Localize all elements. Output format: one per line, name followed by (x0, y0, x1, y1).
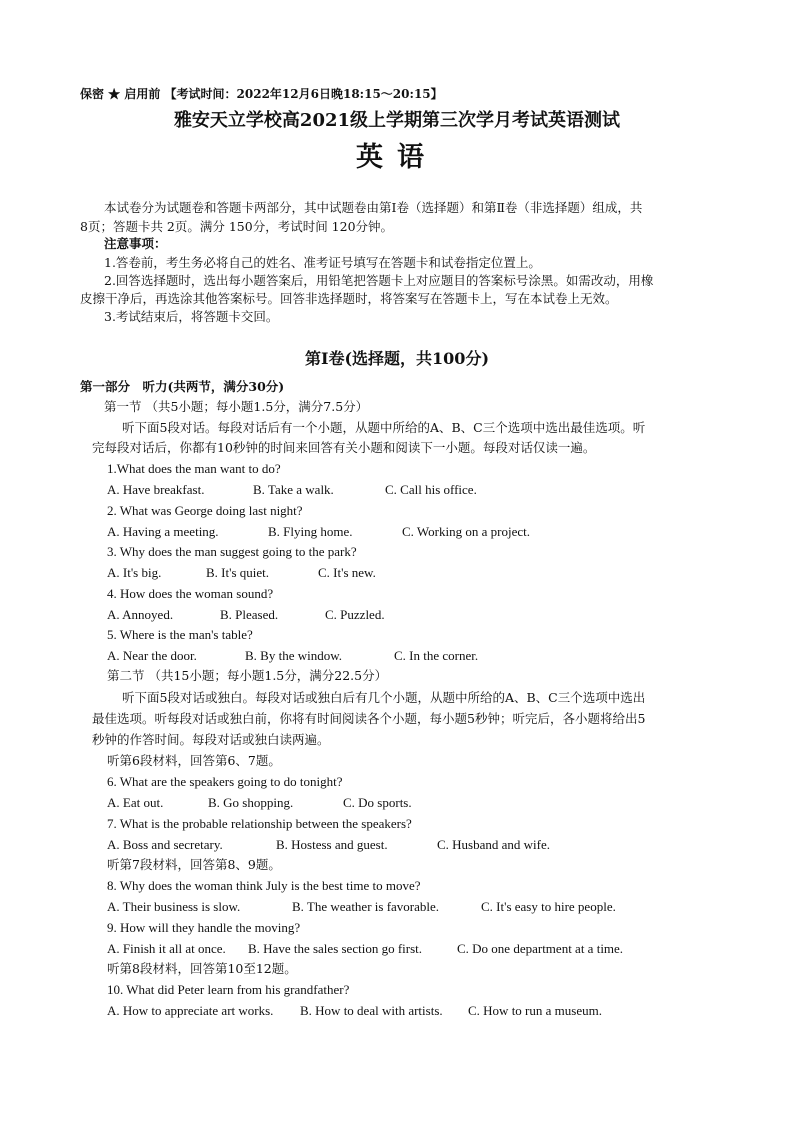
q7-option-c: C. Husband and wife. (437, 837, 551, 852)
q8-option-a: A. Their business is slow. (107, 899, 241, 914)
material-7-note: 听第7段材料，回答第8、9题。 (107, 857, 281, 872)
intro-line-2: 8页；答题卡共 2页。满分 150分，考试时间 120分钟。 (80, 219, 394, 234)
section-2-instruction-1: 听下面5段对话或独白。每段对话或独白后有几个小题，从题中所给的A、B、C三个选项中选出 (122, 690, 646, 705)
q5-option-a: A. Near the door. (107, 648, 197, 663)
notice-2b: 皮擦干净后，再选涂其他答案标号。回答非选择题时，将答案写在答题卡上，写在本试卷上无效。 (80, 291, 618, 306)
q3-option-c: C. It's new. (318, 565, 376, 580)
q10-option-b: B. How to deal with artists. (300, 1003, 443, 1018)
material-8-note: 听第8段材料，回答第10至12题。 (107, 961, 297, 976)
q4-option-a: A. Annoyed. (107, 607, 174, 622)
section-1-instruction-2: 完每段对话后，你都有10秒钟的时间来回答有关小题和阅读下一小题。每段对话仅读一遍。 (92, 440, 596, 455)
q10-option-c: C. How to run a museum. (468, 1003, 602, 1018)
q2-option-c: C. Working on a project. (402, 524, 530, 539)
section-2-instruction-3: 秒钟的作答时间。每段对话或独白读两遍。 (92, 732, 330, 747)
q6-option-b: B. Go shopping. (208, 795, 294, 810)
q3-option-b: B. It's quiet. (206, 565, 270, 580)
section-2-instruction-2: 最佳选项。听每段对话或独白前，你将有时间阅读各个小题，每小题5秒钟；听完后，各小题将给出5 (92, 711, 646, 726)
q5-option-c: C. In the corner. (394, 648, 479, 663)
q4-option-c: C. Puzzled. (325, 607, 385, 622)
q7-option-a: A. Boss and secretary. (107, 837, 223, 852)
notice-3: 3.考试结束后，将答题卡交回。 (104, 309, 279, 324)
section-2-title: 第二节 （共15小题；每小题1.5分，满分22.5分） (107, 668, 388, 683)
q1-option-c: C. Call his office. (385, 482, 477, 497)
q6-option-c: C. Do sports. (343, 795, 412, 810)
question-9: 9. How will they handle the moving? (107, 920, 301, 935)
q9-option-c: C. Do one department at a time. (457, 941, 624, 956)
volume-1-title: 第Ⅰ卷(选择题，共100分) (304, 349, 490, 368)
q1-option-a: A. Have breakfast. (107, 482, 205, 497)
question-6: 6. What are the speakers going to do tonight? (107, 774, 343, 789)
q7-option-b: B. Hostess and guest. (276, 837, 388, 852)
q3-option-a: A. It's big. (107, 565, 162, 580)
subject-title: 英语 (356, 142, 438, 173)
notice-2a: 2.回答选择题时，选出每小题答案后，用铅笔把答题卡上对应题目的答案标号涂黑。如需改动，用橡 (104, 273, 654, 288)
q2-option-a: A. Having a meeting. (107, 524, 219, 539)
question-5: 5. Where is the man's table? (107, 627, 253, 642)
part-1-title: 第一部分 听力(共两节，满分30分) (80, 379, 285, 394)
q1-option-b: B. Take a walk. (253, 482, 334, 497)
question-4: 4. How does the woman sound? (107, 586, 274, 601)
question-7: 7. What is the probable relationship between the speakers? (107, 816, 412, 831)
q2-option-b: B. Flying home. (268, 524, 353, 539)
question-1: 1.What does the man want to do? (107, 461, 281, 476)
question-3: 3. Why does the man suggest going to the park? (107, 544, 357, 559)
q8-option-c: C. It's easy to hire people. (481, 899, 616, 914)
intro-line-1: 本试卷分为试题卷和答题卡两部分，其中试题卷由第Ⅰ卷（选择题）和第Ⅱ卷（非选择题）组成，共 (104, 200, 643, 215)
section-1-title: 第一节 （共5小题；每小题1.5分，满分7.5分） (104, 399, 369, 414)
q8-option-b: B. The weather is favorable. (292, 899, 440, 914)
confidential-line: 保密 ★ 启用前 【考试时间：2022年12月6日晚18:15～20:15】 (80, 87, 443, 101)
q5-option-b: B. By the window. (245, 648, 343, 663)
q10-option-a: A. How to appreciate art works. (107, 1003, 274, 1018)
q9-option-a: A. Finish it all at once. (107, 941, 226, 956)
notice-1: 1.答卷前，考生务必将自己的姓名、准考证号填写在答题卡和试卷指定位置上。 (104, 255, 541, 270)
question-10: 10. What did Peter learn from his grandfather? (107, 982, 350, 997)
q6-option-a: A. Eat out. (107, 795, 164, 810)
notice-title: 注意事项： (104, 236, 167, 251)
question-2: 2. What was George doing last night? (107, 503, 303, 518)
question-8: 8. Why does the woman think July is the best time to move? (107, 878, 421, 893)
q4-option-b: B. Pleased. (220, 607, 279, 622)
material-6-note: 听第6段材料，回答第6、7题。 (107, 753, 281, 768)
q9-option-b: B. Have the sales section go first. (248, 941, 423, 956)
exam-title: 雅安天立学校高2021级上学期第三次学月考试英语测试 (173, 110, 621, 131)
section-1-instruction-1: 听下面5段对话。每段对话后有一个小题，从题中所给的A、B、C三个选项中选出最佳选项。听 (122, 420, 646, 435)
